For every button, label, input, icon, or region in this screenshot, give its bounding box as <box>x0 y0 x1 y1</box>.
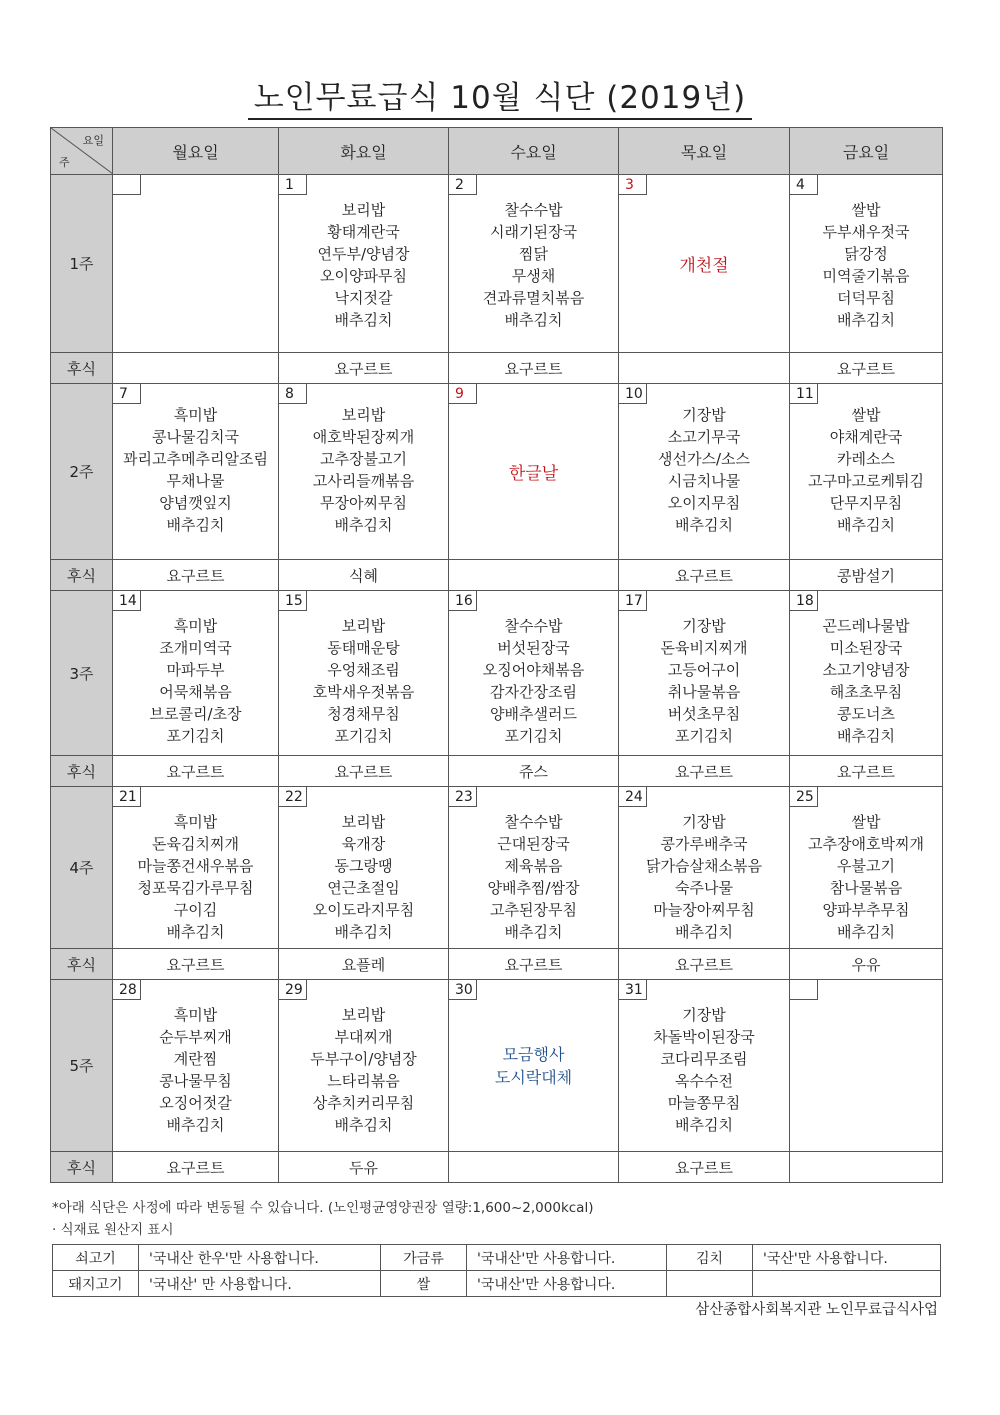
menu-cell <box>279 175 449 353</box>
menu-item: 차돌박이된장국 <box>653 1028 755 1046</box>
menu-items <box>790 787 942 943</box>
menu-item: 배추김치 <box>837 727 895 745</box>
menu-item: 배추김치 <box>334 923 393 941</box>
menu-item: 배추김치 <box>675 923 733 941</box>
origin-label: 쌀 <box>381 1271 467 1297</box>
menu-item: 제육볶음 <box>504 857 563 875</box>
snack-cell: 요구르트 <box>113 949 279 980</box>
date-number: 9 <box>449 384 477 404</box>
snack-cell <box>619 353 790 384</box>
menu-item: 배추김치 <box>504 923 563 941</box>
snack-cell: 요구르트 <box>279 756 449 787</box>
menu-item: 생선가스/소스 <box>658 450 750 468</box>
menu-item: 배추김치 <box>166 1116 225 1134</box>
menu-cell <box>449 980 619 1152</box>
menu-item: 코다리무조림 <box>660 1050 748 1068</box>
menu-item: 배추김치 <box>166 923 225 941</box>
snack-cell: 요구르트 <box>619 1152 790 1183</box>
week-row <box>51 980 943 1152</box>
snack-cell: 요구르트 <box>113 560 279 591</box>
menu-item: 마늘쫑무침 <box>667 1094 741 1112</box>
week-row <box>51 384 943 560</box>
day-header-tue: 화요일 <box>279 128 449 175</box>
day-header-thu: 목요일 <box>619 128 790 175</box>
menu-item: 배추김치 <box>675 1116 733 1134</box>
snack-cell: 요구르트 <box>619 949 790 980</box>
menu-cell <box>449 591 619 756</box>
menu-item: 배추김치 <box>334 516 393 534</box>
menu-item: 소고기양념장 <box>822 661 910 679</box>
week-label: 5주 <box>51 980 113 1152</box>
date-number: 2 <box>449 175 477 195</box>
origin-label: 쇠고기 <box>53 1245 139 1271</box>
snack-row <box>51 949 943 980</box>
date-number: 4 <box>790 175 818 195</box>
menu-item: 동그랑땡 <box>334 857 393 875</box>
menu-item: 쌀밥 <box>851 201 881 219</box>
menu-cell <box>619 980 790 1152</box>
menu-item: 흑미밥 <box>173 1006 218 1024</box>
week-label: 2주 <box>51 384 113 560</box>
date-number: 28 <box>113 980 141 1000</box>
menu-item: 보리밥 <box>341 406 386 424</box>
menu-item: 상추치커리무침 <box>312 1094 415 1112</box>
holiday-label: 한글날 <box>508 464 559 484</box>
origin-value <box>753 1271 941 1297</box>
menu-item: 고추장애호박찌개 <box>808 835 924 853</box>
week-row <box>51 175 943 353</box>
day-header-mon: 월요일 <box>113 128 279 175</box>
snack-cell <box>449 560 619 591</box>
menu-cell <box>279 787 449 949</box>
snack-cell: 요구르트 <box>449 353 619 384</box>
menu-item: 콩나물김치국 <box>152 428 239 446</box>
menu-item: 배추김치 <box>837 923 895 941</box>
menu-item: 콩가루배추국 <box>660 835 748 853</box>
origin-value: '국내산 한우'만 사용합니다. <box>139 1245 381 1271</box>
menu-items <box>113 591 278 747</box>
origin-value: '국내산'만 사용합니다. <box>467 1271 667 1297</box>
snack-row <box>51 560 943 591</box>
origin-label: 김치 <box>667 1245 753 1271</box>
menu-item: 보리밥 <box>341 201 386 219</box>
snack-label: 후식 <box>51 949 113 980</box>
menu-item: 고구마고로케튀김 <box>808 472 924 490</box>
menu-item: 쌀밥 <box>851 406 881 424</box>
menu-cell <box>790 175 943 353</box>
menu-item: 소고기무국 <box>667 428 741 446</box>
menu-item: 찜닭 <box>519 245 548 263</box>
menu-item: 견과류멸치볶음 <box>482 289 585 307</box>
menu-item: 감자간장조림 <box>490 683 577 701</box>
menu-item: 두부새우젓국 <box>822 223 910 241</box>
origin-row <box>53 1271 941 1297</box>
menu-table <box>50 127 943 1183</box>
origin-label: 돼지고기 <box>53 1271 139 1297</box>
menu-items <box>279 787 448 943</box>
menu-items <box>279 175 448 331</box>
menu-cell <box>279 980 449 1152</box>
date-number <box>790 980 818 1000</box>
menu-item: 오징어젓갈 <box>159 1094 232 1112</box>
menu-item: 오이도라지무침 <box>312 901 415 919</box>
organization-footer: 삼산종합사회복지관 노인무료급식사업 <box>695 1302 938 1318</box>
menu-item: 배추김치 <box>334 311 393 329</box>
menu-item: 배추김치 <box>837 311 895 329</box>
menu-item: 돈육비지찌개 <box>660 639 748 657</box>
menu-item: 오이지무침 <box>667 494 741 512</box>
menu-items <box>279 384 448 536</box>
menu-item: 어묵채볶음 <box>159 683 232 701</box>
week-row <box>51 591 943 756</box>
menu-cell <box>619 384 790 560</box>
menu-item: 양배추샐러드 <box>490 705 577 723</box>
date-number: 22 <box>279 787 307 807</box>
snack-cell: 요구르트 <box>790 353 943 384</box>
menu-item: 기장밥 <box>682 617 726 635</box>
snack-row <box>51 1152 943 1183</box>
menu-items <box>449 591 618 747</box>
menu-item: 돈육김치찌개 <box>152 835 239 853</box>
menu-item: 기장밥 <box>682 1006 726 1024</box>
day-header-wed: 수요일 <box>449 128 619 175</box>
corner-week-label: 주 <box>59 156 70 169</box>
menu-item: 옥수수전 <box>675 1072 733 1090</box>
menu-cell <box>790 591 943 756</box>
menu-item: 보리밥 <box>341 617 386 635</box>
menu-items <box>619 591 789 747</box>
menu-item: 고추된장무침 <box>490 901 577 919</box>
menu-item: 배추김치 <box>504 311 563 329</box>
menu-item: 두부구이/양념장 <box>310 1050 417 1068</box>
menu-item: 닭가슴살채소볶음 <box>646 857 762 875</box>
special-event <box>449 980 618 1151</box>
menu-item: 연근초절임 <box>327 879 400 897</box>
snack-cell: 요플레 <box>279 949 449 980</box>
origin-table <box>52 1244 941 1297</box>
menu-item: 황태계란국 <box>327 223 400 241</box>
date-number: 17 <box>619 591 647 611</box>
menu-item: 양배추찜/쌈장 <box>487 879 580 897</box>
menu-item: 카레소스 <box>837 450 895 468</box>
menu-item: 부대찌개 <box>334 1028 393 1046</box>
menu-item: 콩나물무침 <box>159 1072 232 1090</box>
menu-item: 무장아찌무침 <box>320 494 407 512</box>
date-number: 3 <box>619 175 647 195</box>
menu-item: 찰수수밥 <box>504 813 563 831</box>
snack-cell: 요구르트 <box>449 949 619 980</box>
menu-cell <box>113 175 279 353</box>
snack-cell: 콩밤설기 <box>790 560 943 591</box>
menu-item: 청경채무침 <box>327 705 400 723</box>
snack-cell: 요구르트 <box>619 560 790 591</box>
menu-item: 순두부찌개 <box>159 1028 232 1046</box>
snack-cell: 요구르트 <box>113 756 279 787</box>
menu-item: 미역줄기볶음 <box>822 267 910 285</box>
menu-item: 구이김 <box>173 901 218 919</box>
snack-cell <box>113 353 279 384</box>
menu-items <box>449 787 618 943</box>
page-title: 노인무료급식 10월 식단 (2019년) <box>0 72 1000 117</box>
menu-item: 시금치나물 <box>667 472 741 490</box>
menu-cell <box>619 787 790 949</box>
date-number: 10 <box>619 384 647 404</box>
menu-item: 배추김치 <box>675 516 733 534</box>
menu-cell <box>279 591 449 756</box>
date-number: 24 <box>619 787 647 807</box>
menu-item: 기장밥 <box>682 406 726 424</box>
menu-item: 우엉채조림 <box>327 661 400 679</box>
menu-item: 마늘장아찌무침 <box>653 901 755 919</box>
date-number: 23 <box>449 787 477 807</box>
menu-item: 조개미역국 <box>159 639 232 657</box>
menu-cell <box>113 591 279 756</box>
menu-cell <box>279 384 449 560</box>
menu-item: 포기김치 <box>334 727 393 745</box>
week-label: 3주 <box>51 591 113 756</box>
snack-label: 후식 <box>51 1152 113 1183</box>
date-number: 14 <box>113 591 141 611</box>
menu-cell <box>449 175 619 353</box>
day-header-fri: 금요일 <box>790 128 943 175</box>
snack-cell: 우유 <box>790 949 943 980</box>
change-notice: *아래 식단은 사정에 따라 변동될 수 있습니다. (노인평균영양권장 열량:1,600~2,000kcal) <box>52 1200 594 1216</box>
menu-cell <box>790 980 943 1152</box>
menu-item: 곤드레나물밥 <box>822 617 910 635</box>
menu-item: 찰수수밥 <box>504 617 563 635</box>
menu-item: 근대된장국 <box>497 835 570 853</box>
snack-cell: 요구르트 <box>790 756 943 787</box>
week-row <box>51 787 943 949</box>
menu-items <box>279 591 448 747</box>
menu-item: 오징어야채볶음 <box>482 661 585 679</box>
menu-item: 느타리볶음 <box>327 1072 400 1090</box>
snack-cell <box>449 1152 619 1183</box>
menu-items <box>113 787 278 943</box>
menu-item: 더덕무침 <box>837 289 895 307</box>
menu-item: 고사리들깨볶음 <box>312 472 415 490</box>
menu-item: 포기김치 <box>504 727 563 745</box>
snack-cell: 두유 <box>279 1152 449 1183</box>
snack-cell: 요구르트 <box>619 756 790 787</box>
corner-day-label: 요일 <box>82 134 104 147</box>
menu-item: 마늘쫑건새우볶음 <box>137 857 254 875</box>
menu-cell <box>113 980 279 1152</box>
snack-cell: 요구르트 <box>113 1152 279 1183</box>
origin-value: '국내산' 만 사용합니다. <box>139 1271 381 1297</box>
origin-row <box>53 1245 941 1271</box>
date-number: 16 <box>449 591 477 611</box>
origin-label: 가금류 <box>381 1245 467 1271</box>
date-number: 21 <box>113 787 141 807</box>
menu-item: 배추김치 <box>334 1116 393 1134</box>
menu-item: 고등어구이 <box>667 661 741 679</box>
menu-item: 배추김치 <box>837 516 895 534</box>
snack-label: 후식 <box>51 560 113 591</box>
menu-item: 마파두부 <box>166 661 225 679</box>
menu-item: 육개장 <box>341 835 386 853</box>
menu-items <box>619 980 789 1136</box>
snack-label: 후식 <box>51 756 113 787</box>
date-number: 25 <box>790 787 818 807</box>
menu-item: 호박새우젓볶음 <box>312 683 415 701</box>
menu-cell <box>619 175 790 353</box>
menu-item: 무채나물 <box>166 472 225 490</box>
snack-row <box>51 756 943 787</box>
menu-item: 미소된장국 <box>829 639 903 657</box>
date-number: 1 <box>279 175 307 195</box>
menu-item: 취나물볶음 <box>667 683 741 701</box>
origin-label <box>667 1271 753 1297</box>
snack-label: 후식 <box>51 353 113 384</box>
date-number: 31 <box>619 980 647 1000</box>
menu-cell <box>113 384 279 560</box>
week-label: 4주 <box>51 787 113 949</box>
menu-item: 청포묵김가루무침 <box>137 879 254 897</box>
menu-items <box>619 384 789 536</box>
menu-item: 애호박된장찌개 <box>312 428 415 446</box>
menu-item: 야채계란국 <box>829 428 903 446</box>
snack-cell <box>790 1152 943 1183</box>
menu-item: 보리밥 <box>341 813 386 831</box>
date-number: 8 <box>279 384 307 404</box>
menu-item: 무생채 <box>511 267 556 285</box>
menu-item: 버섯초무침 <box>667 705 741 723</box>
menu-cell <box>449 384 619 560</box>
menu-item: 쌀밥 <box>851 813 881 831</box>
date-number: 15 <box>279 591 307 611</box>
special-event-line: 모금행사 <box>502 1044 565 1064</box>
menu-cell <box>790 384 943 560</box>
menu-item: 흑미밥 <box>173 406 218 424</box>
date-number: 30 <box>449 980 477 1000</box>
menu-item: 꽈리고추메추리알조림 <box>123 450 268 468</box>
date-number: 18 <box>790 591 818 611</box>
menu-item: 브로콜리/초장 <box>149 705 242 723</box>
origin-title: · 식재료 원산지 표시 <box>52 1222 174 1238</box>
menu-item: 배추김치 <box>166 516 225 534</box>
menu-item: 동태매운탕 <box>327 639 400 657</box>
snack-row <box>51 353 943 384</box>
menu-item: 버섯된장국 <box>497 639 570 657</box>
menu-items <box>113 384 278 536</box>
menu-item: 단무지무침 <box>829 494 903 512</box>
date-number: 11 <box>790 384 818 404</box>
menu-items <box>790 384 942 536</box>
special-event-line: 도시락대체 <box>494 1067 573 1087</box>
menu-item: 콩도너츠 <box>837 705 895 723</box>
menu-item: 우불고기 <box>837 857 895 875</box>
menu-cell <box>790 787 943 949</box>
menu-cell <box>113 787 279 949</box>
corner-cell <box>51 128 113 175</box>
menu-item: 고추장불고기 <box>320 450 407 468</box>
menu-items <box>113 980 278 1136</box>
menu-item: 흑미밥 <box>173 617 218 635</box>
menu-items <box>790 175 942 331</box>
menu-items <box>279 980 448 1136</box>
menu-item: 흑미밥 <box>173 813 218 831</box>
menu-item: 포기김치 <box>675 727 733 745</box>
menu-item: 낙지젓갈 <box>334 289 393 307</box>
menu-cell <box>449 787 619 949</box>
snack-cell: 쥬스 <box>449 756 619 787</box>
menu-items <box>449 175 618 331</box>
menu-item: 찰수수밥 <box>504 201 563 219</box>
week-label: 1주 <box>51 175 113 353</box>
menu-item: 양파부추무침 <box>822 901 910 919</box>
date-number: 7 <box>113 384 141 404</box>
date-number <box>113 175 141 195</box>
menu-item: 참나물볶음 <box>829 879 903 897</box>
menu-item: 보리밥 <box>341 1006 386 1024</box>
menu-item: 숙주나물 <box>675 879 733 897</box>
menu-cell <box>619 591 790 756</box>
menu-item: 포기김치 <box>166 727 225 745</box>
snack-cell: 식혜 <box>279 560 449 591</box>
snack-cell: 요구르트 <box>279 353 449 384</box>
menu-items <box>619 787 789 943</box>
menu-item: 시래기된장국 <box>490 223 577 241</box>
menu-item: 연두부/양념장 <box>317 245 410 263</box>
date-number: 29 <box>279 980 307 1000</box>
menu-item: 기장밥 <box>682 813 726 831</box>
menu-item: 양념깻잎지 <box>159 494 232 512</box>
menu-items <box>790 591 942 747</box>
menu-item: 오이양파무침 <box>320 267 407 285</box>
menu-item: 닭강정 <box>844 245 888 263</box>
origin-value: '국내산'만 사용합니다. <box>467 1245 667 1271</box>
menu-item: 해초초무침 <box>829 683 903 701</box>
menu-item: 계란찜 <box>173 1050 218 1068</box>
holiday-label: 개천절 <box>679 256 729 276</box>
origin-value: '국산'만 사용합니다. <box>753 1245 941 1271</box>
